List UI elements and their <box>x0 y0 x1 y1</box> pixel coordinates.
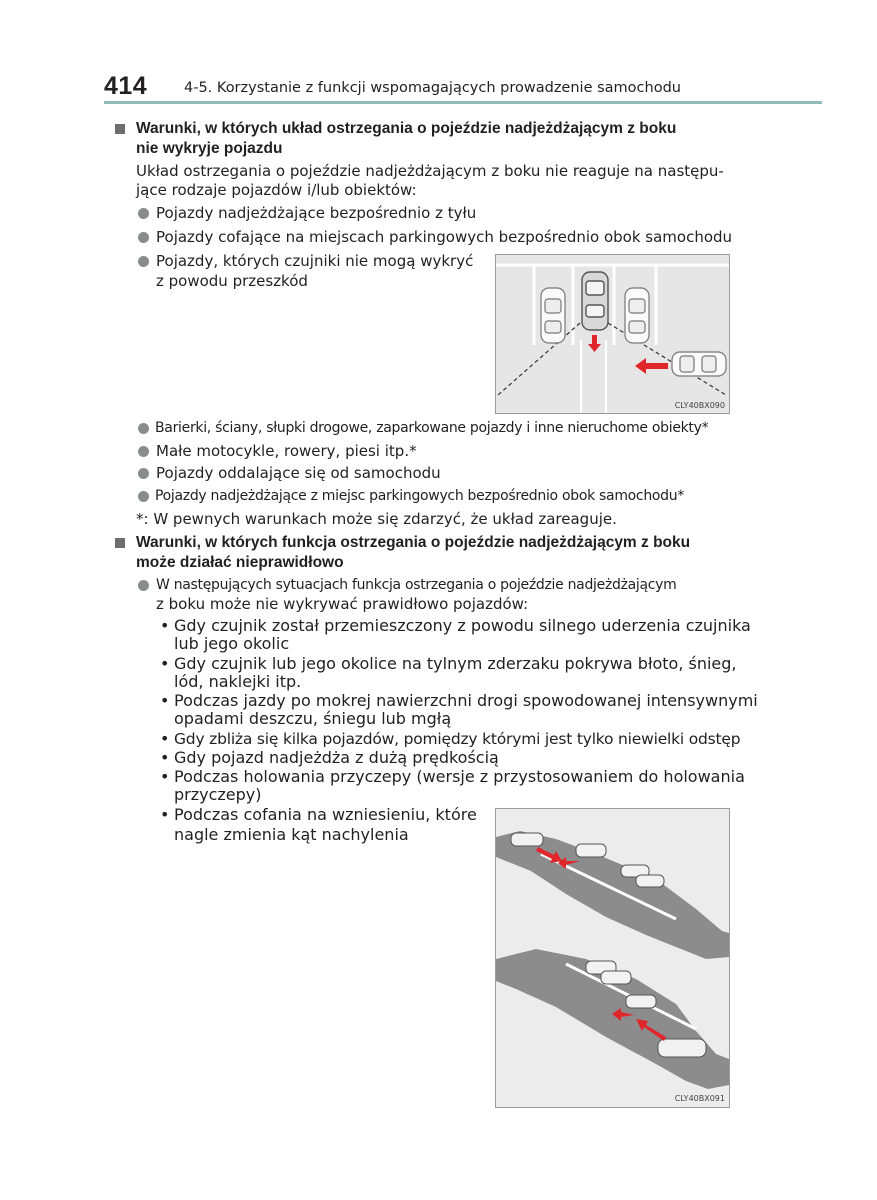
header-rule <box>104 101 822 104</box>
bullet-dot-icon <box>138 468 149 479</box>
parking-diagram <box>495 254 730 414</box>
section2-heading-line1: Warunki, w których funkcja ostrzegania o pojeździe nadjeżdżającym z boku <box>136 534 691 551</box>
section1-intro-line2: jące rodzaje pojazdów i/lub obiektów: <box>136 181 417 199</box>
section2-heading-line2: może działać nieprawidłowo <box>136 554 344 571</box>
list-item: Pojazdy oddalające się od samochodu <box>156 464 441 482</box>
bullet-glyph: • <box>160 748 170 767</box>
page-number: 414 <box>104 72 148 100</box>
list-item: Gdy pojazd nadjeżdża z dużą prędkością <box>174 748 499 767</box>
list-item-continuation: lub jego okolic <box>174 634 290 653</box>
bullet-dot-icon <box>138 256 149 267</box>
chapter-title: 4-5. Korzystanie z funkcji wspomagających prowadzenie samochodu <box>184 80 681 96</box>
list-item: Barierki, ściany, słupki drogowe, zaparkowane pojazdy i inne nieruchome obiekty* <box>155 420 709 436</box>
list-item: Podczas jazdy po mokrej nawierzchni drogi spowodowanej intensywnymi <box>174 691 758 710</box>
bullet-dot-icon <box>138 580 149 591</box>
section-marker-icon <box>115 124 125 134</box>
figure-code: CLY40BX091 <box>674 1094 725 1103</box>
section1-heading-line2: nie wykryje pojazdu <box>136 140 283 157</box>
bullet-dot-icon <box>138 491 149 502</box>
section1-heading-line1: Warunki, w których układ ostrzegania o pojeździe nadjeżdżającym z boku <box>136 120 677 137</box>
parking-illustration <box>496 255 729 413</box>
bullet-dot-icon <box>138 423 149 434</box>
list-item: Pojazdy cofające na miejscach parkingowych bezpośrednio obok samochodu <box>156 228 733 246</box>
list-item-continuation: przyczepy) <box>174 785 262 804</box>
bullet-glyph: • <box>160 729 170 748</box>
list-item-continuation: opadami deszczu, śniegu lub mgłą <box>174 709 452 728</box>
bullet-dot-icon <box>138 232 149 243</box>
bullet-glyph: • <box>160 767 170 786</box>
bullet-glyph: • <box>160 805 170 824</box>
slope-illustration <box>496 809 729 1107</box>
bullet-glyph: • <box>160 691 170 710</box>
bullet-glyph: • <box>160 616 170 635</box>
list-item: Gdy czujnik został przemieszczony z powodu silnego uderzenia czujnika <box>174 616 751 635</box>
list-item-continuation: nagle zmienia kąt nachylenia <box>174 825 409 844</box>
list-item: Pojazdy nadjeżdżające bezpośrednio z tyłu <box>156 204 477 222</box>
section-marker-icon <box>115 538 125 548</box>
list-item-continuation: z powodu przeszkód <box>156 272 308 290</box>
footnote: *: W pewnych warunkach może się zdarzyć, że układ zareaguje. <box>136 510 617 528</box>
section1-intro-line1: Układ ostrzegania o pojeździe nadjeżdżającym z boku nie reaguje na następu- <box>136 162 724 180</box>
section2-intro-line1: W następujących sytuacjach funkcja ostrzegania o pojeździe nadjeżdżającym <box>156 577 677 593</box>
bullet-dot-icon <box>138 446 149 457</box>
list-item: Podczas cofania na wzniesieniu, które <box>174 805 477 824</box>
section2-intro-line2: z boku może nie wykrywać prawidłowo pojazdów: <box>156 595 529 613</box>
slope-diagram <box>495 808 730 1108</box>
list-item: Małe motocykle, rowery, piesi itp.* <box>156 442 417 460</box>
list-item: Gdy zbliża się kilka pojazdów, pomiędzy którymi jest tylko niewielki odstęp <box>174 730 741 748</box>
figure-code: CLY40BX090 <box>674 401 725 410</box>
bullet-dot-icon <box>138 208 149 219</box>
bullet-glyph: • <box>160 654 170 673</box>
list-item: Pojazdy nadjeżdżające z miejsc parkingowych bezpośrednio obok samochodu* <box>155 488 685 504</box>
list-item: Podczas holowania przyczepy (wersje z przystosowaniem do holowania <box>174 767 745 786</box>
list-item: Pojazdy, których czujniki nie mogą wykryć <box>156 252 474 270</box>
list-item: Gdy czujnik lub jego okolice na tylnym zderzaku pokrywa błoto, śnieg, <box>174 654 737 673</box>
list-item-continuation: lód, naklejki itp. <box>174 672 302 691</box>
